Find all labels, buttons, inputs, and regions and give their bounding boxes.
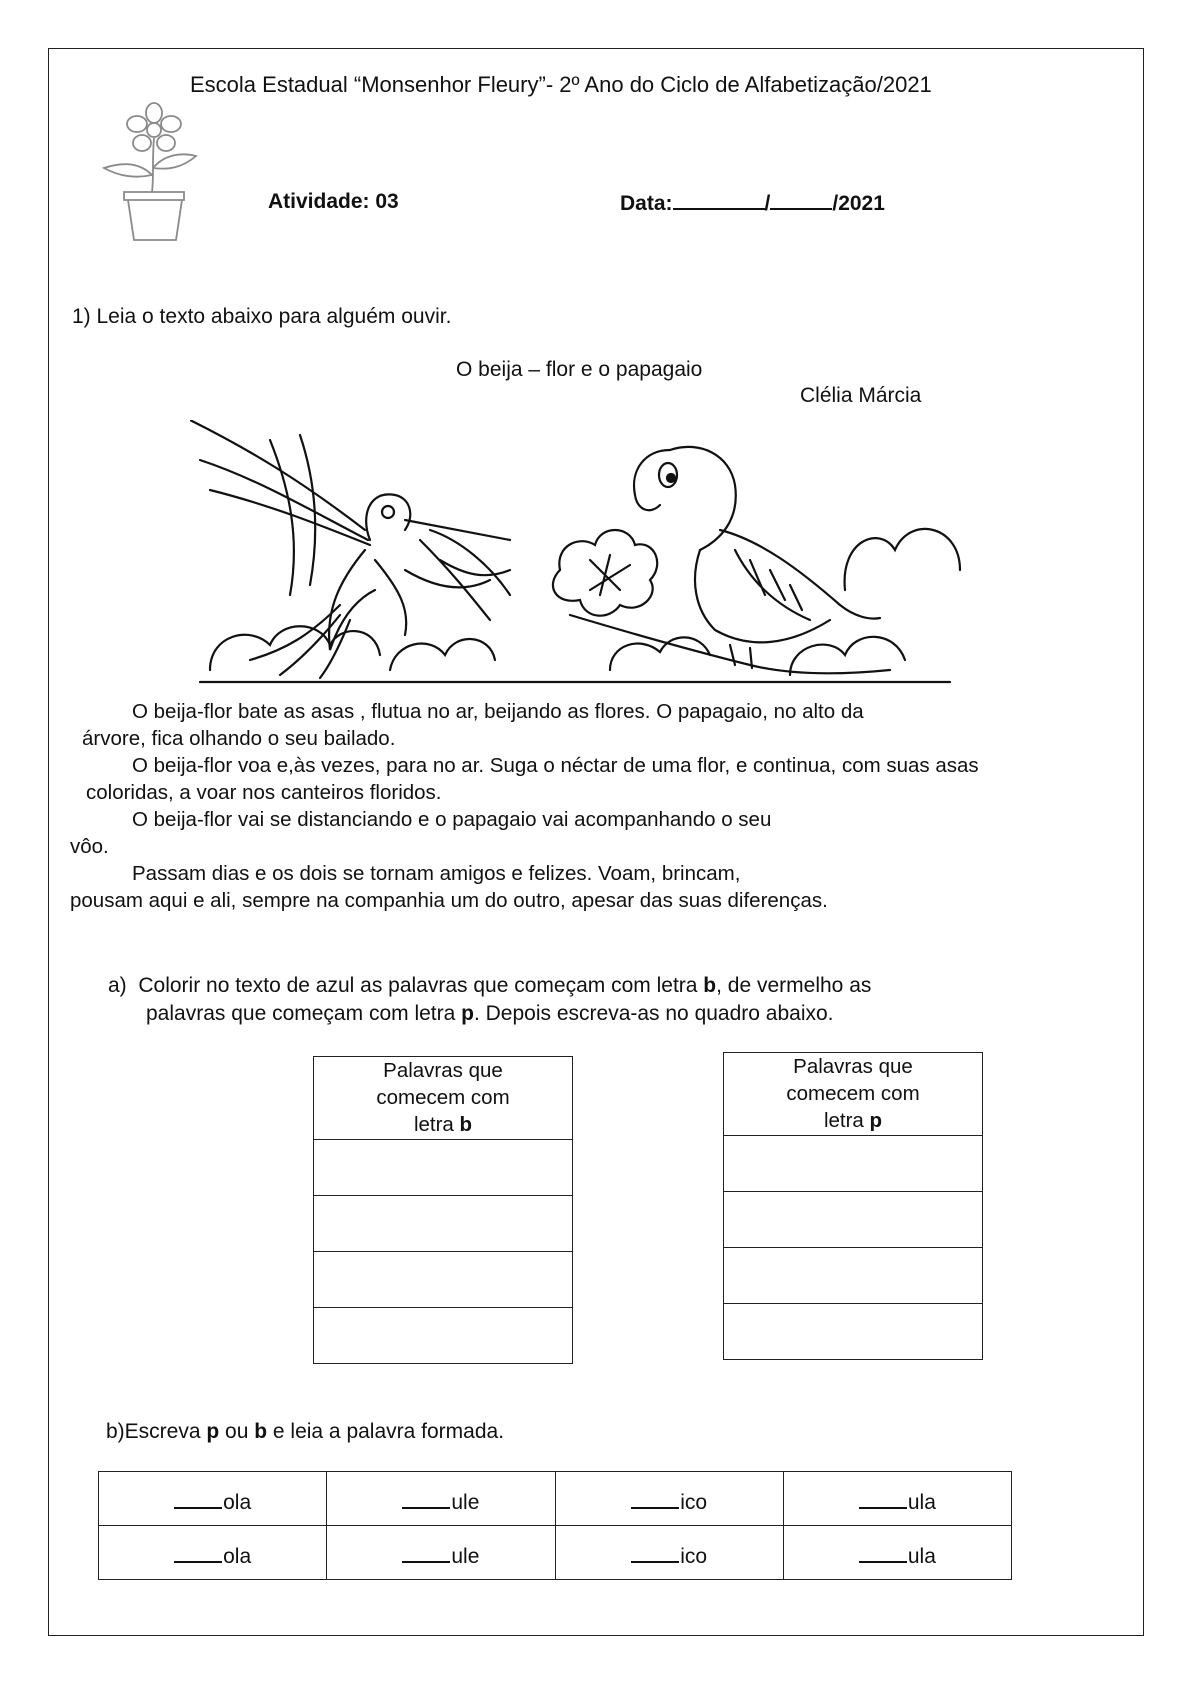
story-line: O beija-flor vai se distanciando e o papagaio vai acompanhando o seu xyxy=(132,808,772,831)
question-a-text: . Depois escreva-as no quadro abaixo. xyxy=(473,1002,834,1025)
question-a-text: Colorir no texto de azul as palavras que começam com letra xyxy=(138,974,704,997)
date-field[interactable] xyxy=(620,190,885,216)
answer-cell[interactable] xyxy=(314,1308,573,1364)
header-letter: p xyxy=(869,1109,883,1132)
story-text xyxy=(70,698,1150,914)
answer-blank[interactable] xyxy=(402,1507,450,1509)
question-a-marker: a) xyxy=(108,974,127,997)
syllable-cell[interactable] xyxy=(555,1526,783,1580)
words-with-b-header xyxy=(314,1057,573,1140)
question-b-text: ou xyxy=(219,1420,255,1443)
syllable-ending: ule xyxy=(451,1491,480,1514)
date-year: /2021 xyxy=(832,192,885,215)
header-line: letra xyxy=(823,1109,870,1132)
syllable-cell[interactable] xyxy=(99,1526,327,1580)
story-line: coloridas, a voar nos canteiros floridos. xyxy=(86,781,442,804)
answer-blank[interactable] xyxy=(631,1507,679,1509)
story-line: vôo. xyxy=(70,835,109,858)
activity-label: Atividade: 03 xyxy=(268,190,399,213)
syllable-table xyxy=(98,1471,1012,1580)
syllable-ending: ula xyxy=(907,1545,936,1568)
answer-blank[interactable] xyxy=(174,1561,222,1563)
story-line: O beija-flor bate as asas , flutua no ar, beijando as flores. O papagaio, no alto da xyxy=(132,700,864,723)
flower-pot-illustration xyxy=(94,100,214,250)
answer-cell[interactable] xyxy=(724,1304,983,1360)
date-day-blank xyxy=(673,190,765,210)
syllable-ending: ico xyxy=(680,1491,708,1514)
date-month-blank xyxy=(770,190,832,210)
words-with-p-header xyxy=(724,1053,983,1136)
syllable-ending: ule xyxy=(451,1545,480,1568)
answer-blank[interactable] xyxy=(631,1561,679,1563)
syllable-ending: ola xyxy=(223,1491,252,1514)
question-a-text: , de vermelho as xyxy=(716,974,872,997)
answer-cell[interactable] xyxy=(724,1248,983,1304)
hummingbird-parrot-illustration xyxy=(190,420,970,695)
story-line: árvore, fica olhando o seu bailado. xyxy=(82,727,396,750)
answer-cell[interactable] xyxy=(314,1140,573,1196)
syllable-cell[interactable] xyxy=(327,1472,555,1526)
words-with-b-table xyxy=(313,1056,573,1364)
words-with-p-table xyxy=(723,1052,983,1360)
syllable-ending: ola xyxy=(223,1545,252,1568)
answer-blank[interactable] xyxy=(402,1561,450,1563)
question-b xyxy=(106,1420,504,1444)
syllable-cell[interactable] xyxy=(555,1472,783,1526)
answer-blank[interactable] xyxy=(859,1507,907,1509)
syllable-ending: ula xyxy=(907,1491,936,1514)
answer-blank[interactable] xyxy=(174,1507,222,1509)
syllable-cell[interactable] xyxy=(783,1526,1011,1580)
header-line: letra xyxy=(413,1113,460,1136)
question-a-text: palavras que começam com letra xyxy=(146,1002,462,1025)
question-a xyxy=(108,972,871,1028)
story-line: O beija-flor voa e,às vezes, para no ar. Suga o néctar de uma flor, e continua, com suas asas xyxy=(132,754,979,777)
header-letter: b xyxy=(459,1113,473,1136)
letter-b: b xyxy=(254,1420,268,1443)
header-line: Palavras que xyxy=(793,1055,913,1078)
question-b-text: b)Escreva xyxy=(106,1420,207,1443)
story-title: O beija – flor e o papagaio xyxy=(456,358,703,381)
letter-p: p xyxy=(461,1002,474,1025)
question-1: 1) Leia o texto abaixo para alguém ouvir. xyxy=(72,305,452,328)
syllable-cell[interactable] xyxy=(783,1472,1011,1526)
answer-cell[interactable] xyxy=(314,1252,573,1308)
story-author: Clélia Márcia xyxy=(800,384,922,407)
syllable-ending: ico xyxy=(680,1545,708,1568)
header-line: Palavras que xyxy=(383,1059,503,1082)
answer-cell[interactable] xyxy=(724,1192,983,1248)
header-line: comecem com xyxy=(786,1082,920,1105)
date-label: Data: xyxy=(620,192,673,215)
answer-blank[interactable] xyxy=(859,1561,907,1563)
letter-p: p xyxy=(206,1420,220,1443)
school-header-title: Escola Estadual “Monsenhor Fleury”- 2º Ano do Ciclo de Alfabetização/2021 xyxy=(190,72,932,97)
answer-cell[interactable] xyxy=(314,1196,573,1252)
story-line: pousam aqui e ali, sempre na companhia um do outro, apesar das suas diferenças. xyxy=(70,889,828,912)
answer-cell[interactable] xyxy=(724,1136,983,1192)
letter-b: b xyxy=(703,974,717,997)
date-separator: / xyxy=(764,192,771,215)
syllable-cell[interactable] xyxy=(99,1472,327,1526)
question-b-text: e leia a palavra formada. xyxy=(267,1420,505,1443)
header-line: comecem com xyxy=(376,1086,510,1109)
story-line: Passam dias e os dois se tornam amigos e felizes. Voam, brincam, xyxy=(132,862,741,885)
syllable-cell[interactable] xyxy=(327,1526,555,1580)
